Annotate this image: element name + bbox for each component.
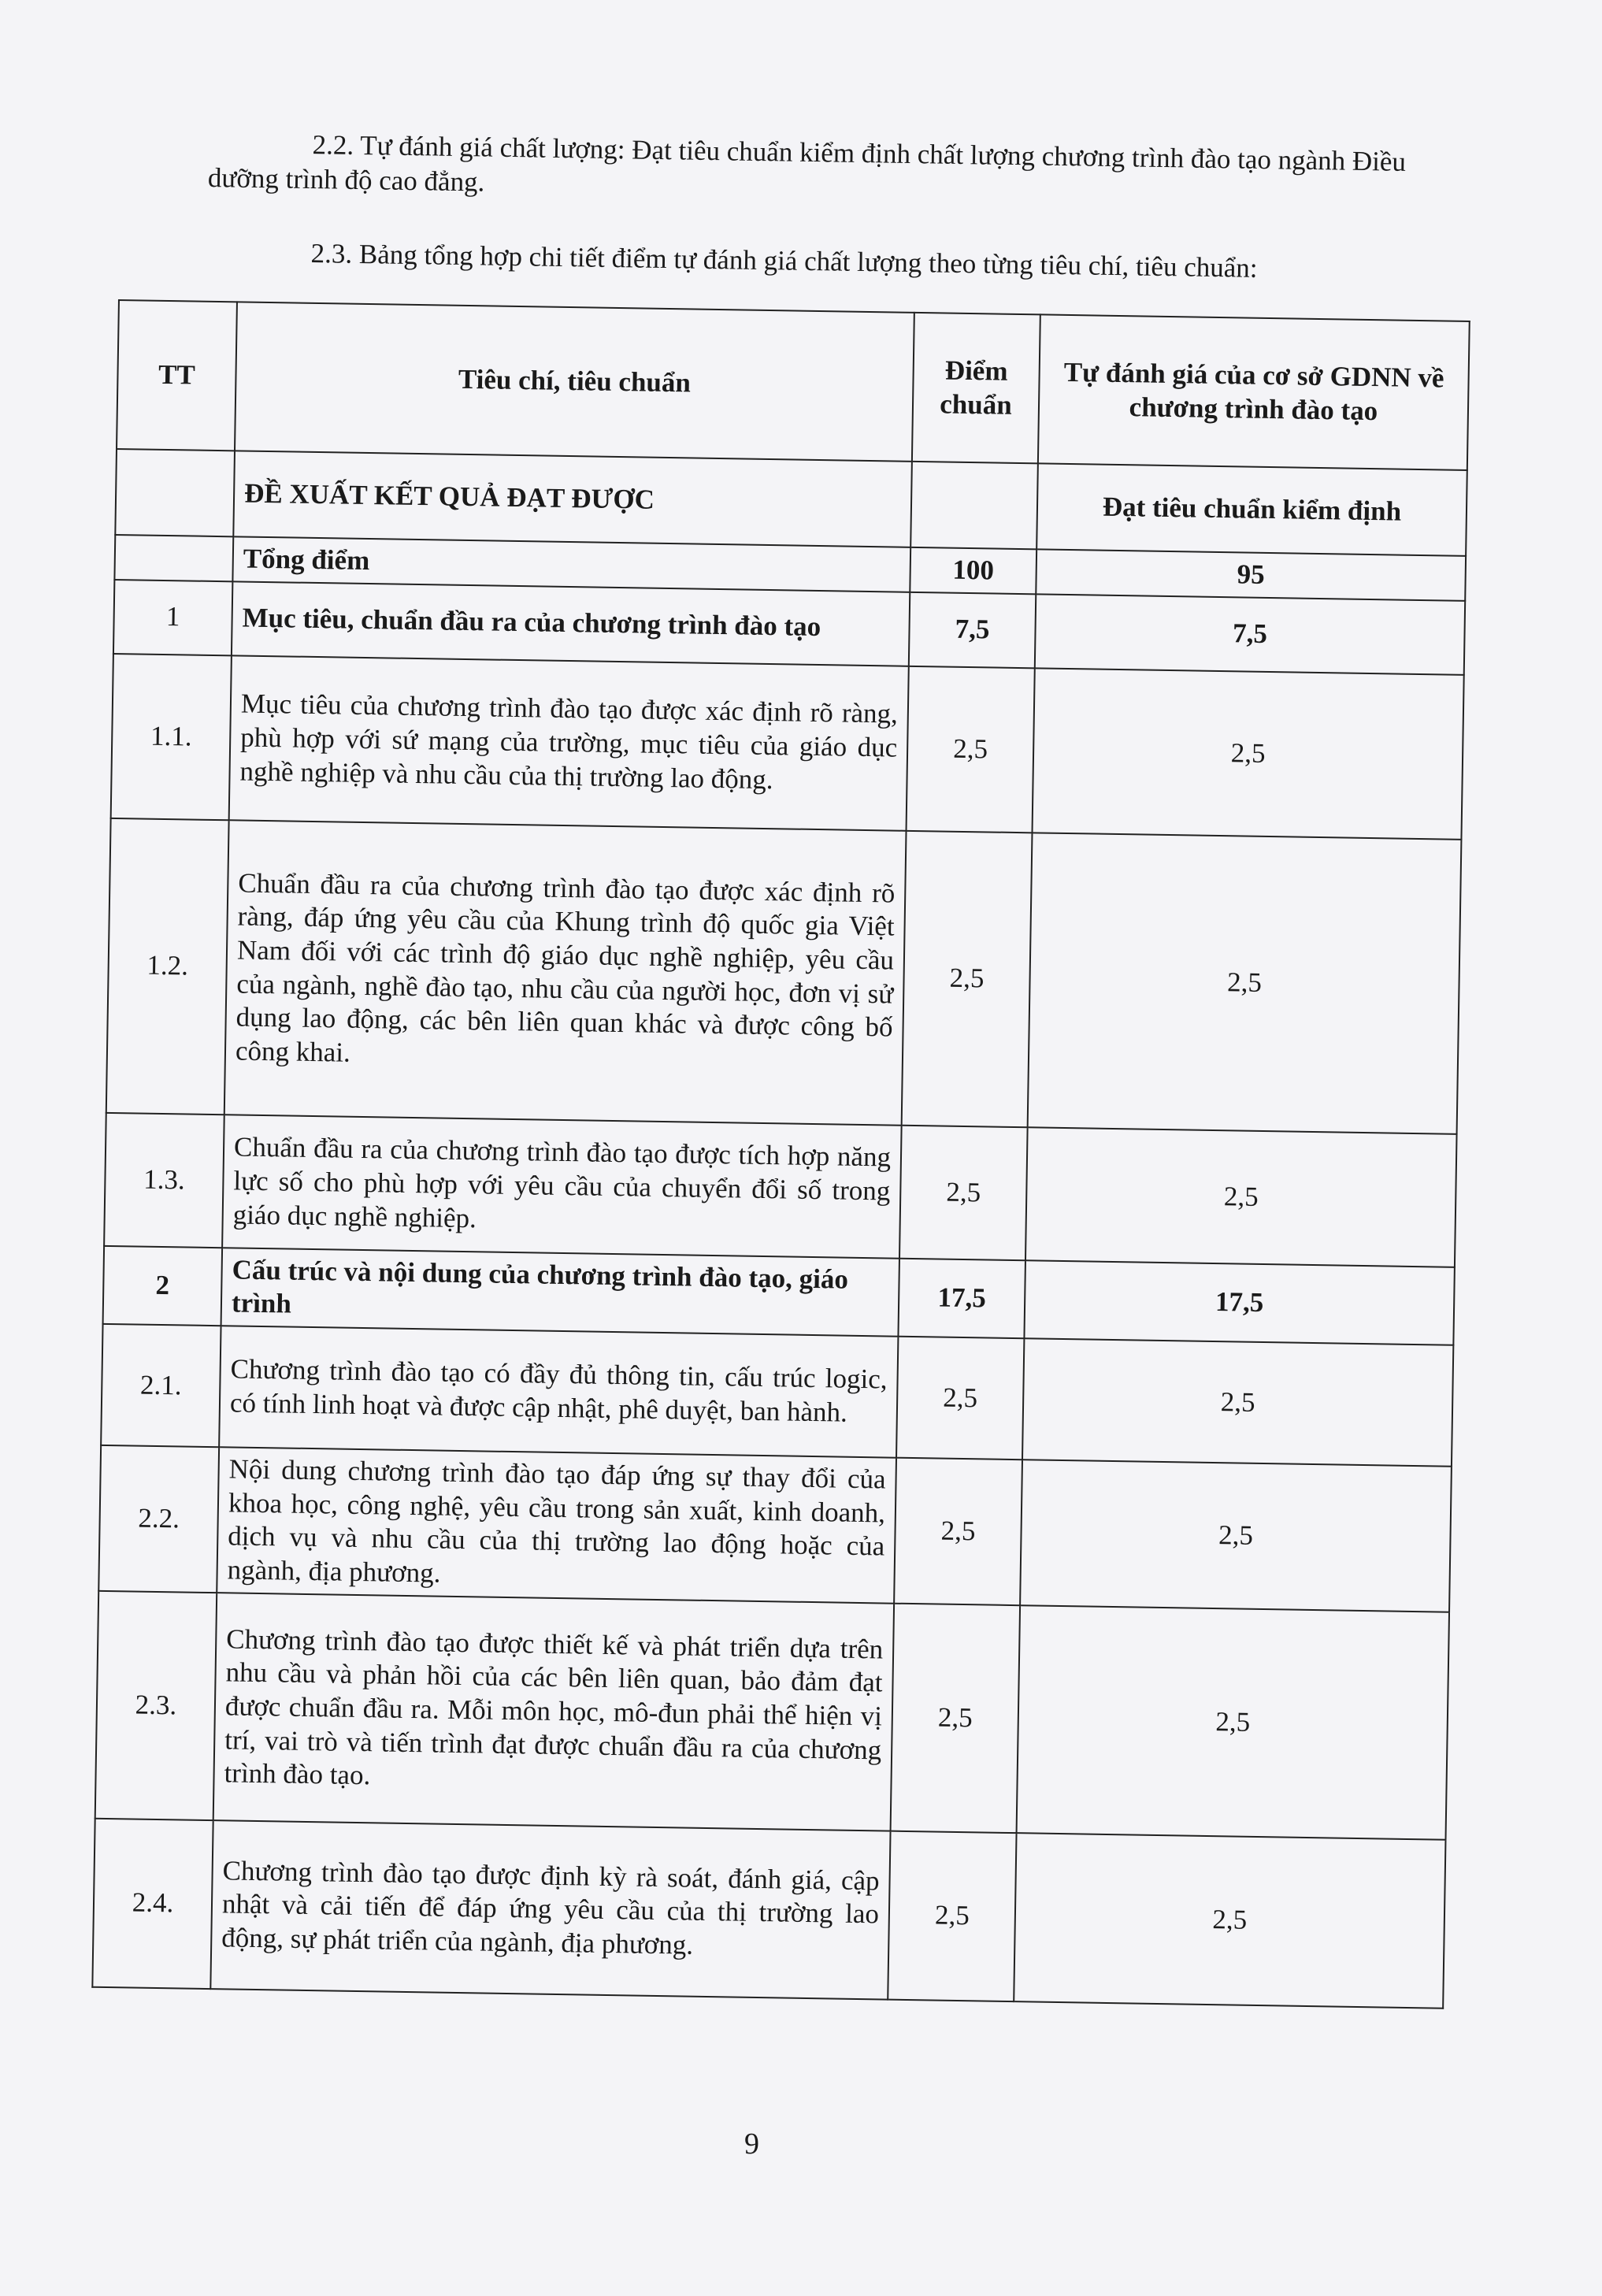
score-table	[91, 299, 1470, 2009]
proposal-value: Đạt tiêu chuẩn kiểm định	[1036, 463, 1467, 556]
row-score: 2,5	[899, 1125, 1028, 1259]
row-score: 2,5	[888, 1830, 1016, 2001]
table-row	[101, 1324, 1453, 1467]
table-header-row	[117, 300, 1470, 470]
row-tt: 2.3.	[95, 1591, 217, 1820]
row-score: 17,5	[898, 1258, 1025, 1338]
row-tt: 1.3.	[104, 1113, 224, 1248]
total-label: Tổng điểm	[232, 536, 910, 592]
total-self: 95	[1036, 549, 1466, 600]
row-criteria: Chuẩn đầu ra của chương trình đào tạo được xác định rõ ràng, đáp ứng yêu cầu của Khung trình độ quốc gia Việt Nam đối với các trình độ giáo dục nghề nghiệp, yêu cầu của ngành, nghề đào tạo, nhu cầu của người học, đơn vị sử dụng lao động, các bên liên quan khác và được công bố công khai.	[224, 820, 907, 1125]
row-self: 17,5	[1024, 1260, 1454, 1345]
table-row	[98, 1445, 1452, 1612]
row-tt: 1.2.	[106, 818, 229, 1115]
total-score: 100	[910, 547, 1036, 594]
header-self-assessment: Tự đánh giá của cơ sở GDNN về chương trình đào tạo	[1038, 314, 1470, 470]
row-score: 2,5	[907, 666, 1035, 833]
row-criteria: Chương trình đào tạo được định kỳ rà soát, đánh giá, cập nhật và cải tiến để đáp ứng yêu cầu của thị trường lao động, sự phát triển của ngành, địa phương.	[210, 1820, 890, 1999]
row-criteria: Mục tiêu, chuẩn đầu ra của chương trình đào tạo	[232, 581, 910, 666]
row-criteria: Chương trình đào tạo có đầy đủ thông tin, cấu trúc logic, có tính linh hoạt và được cập nhật, phê duyệt, ban hành.	[219, 1326, 898, 1457]
proposal-label: ĐỀ XUẤT KẾT QUẢ ĐẠT ĐƯỢC	[233, 451, 912, 547]
row-tt: 2.2.	[98, 1445, 219, 1593]
table-row	[104, 1113, 1456, 1267]
score-table-wrapper	[91, 299, 1468, 2009]
row-tt: 1	[113, 580, 232, 655]
row-self: 2,5	[1017, 1605, 1449, 1840]
row-criteria: Chuẩn đầu ra của chương trình đào tạo được tích hợp năng lực số cho phù hợp với yêu cầu của chuyển đổi số trong giáo dục nghề nghiệp.	[222, 1115, 902, 1258]
total-empty-tt	[114, 535, 233, 581]
row-self: 2,5	[1022, 1338, 1453, 1467]
row-self: 2,5	[1014, 1833, 1445, 2009]
row-self: 2,5	[1020, 1460, 1452, 1612]
paragraph-quality-self-assessment: 2.2. Tự đánh giá chất lượng: Đạt tiêu chuẩn kiểm định chất lượng chương trình đào tạo ngành Điều dưỡng trình độ cao đẳng.	[207, 129, 1407, 198]
page-number: 9	[744, 2127, 759, 2161]
header-tt: TT	[117, 300, 237, 451]
table-row	[106, 818, 1462, 1134]
row-tt: 1.1.	[111, 654, 232, 820]
table-row	[92, 1819, 1445, 2009]
row-tt: 2.1.	[101, 1324, 221, 1447]
row-score: 2,5	[894, 1458, 1022, 1605]
table-row	[95, 1591, 1449, 1840]
row-self: 2,5	[1025, 1127, 1457, 1267]
row-self: 2,5	[1028, 833, 1462, 1134]
header-criteria: Tiêu chí, tiêu chuẩn	[235, 302, 914, 461]
row-self: 7,5	[1035, 594, 1465, 675]
row-criteria: Mục tiêu của chương trình đào tạo được xác định rõ ràng, phù hợp với sứ mạng của trường, mục tiêu của giáo dục nghề nghiệp và nhu cầu của thị trường lao động.	[229, 655, 909, 830]
row-score: 7,5	[909, 592, 1036, 669]
proposal-empty-tt	[115, 449, 235, 536]
proposal-empty-score	[910, 462, 1038, 549]
row-self: 2,5	[1033, 668, 1464, 840]
paragraph-table-intro: 2.3. Bảng tổng hợp chi tiết điểm tự đánh giá chất lượng theo từng tiêu chí, tiêu chuẩn:	[310, 237, 1258, 284]
row-criteria: Cấu trúc và nội dung của chương trình đào tạo, giáo trình	[221, 1248, 899, 1337]
row-tt: 2	[103, 1246, 223, 1326]
header-score: Điểm chuẩn	[912, 313, 1040, 463]
row-score: 2,5	[891, 1603, 1021, 1832]
row-score: 2,5	[902, 830, 1033, 1126]
row-score: 2,5	[896, 1337, 1024, 1460]
table-row	[111, 654, 1464, 840]
row-criteria: Nội dung chương trình đào tạo đáp ứng sự thay đổi của khoa học, công nghệ, yêu cầu trong sản xuất, kinh doanh, dịch vụ và nhu cầu của thị trường lao động hoặc của ngành, địa phương.	[217, 1447, 896, 1603]
row-tt: 2.4.	[92, 1819, 213, 1989]
row-criteria: Chương trình đào tạo được thiết kế và phát triển dựa trên nhu cầu và phản hồi của các bên liên quan, bảo đảm đạt được chuẩn đầu ra. Mỗi môn học, mô-đun phải thể hiện vị trí, vai trò và tiến trình đạt được chuẩn đầu ra của chương trình đào tạo.	[213, 1593, 894, 1830]
